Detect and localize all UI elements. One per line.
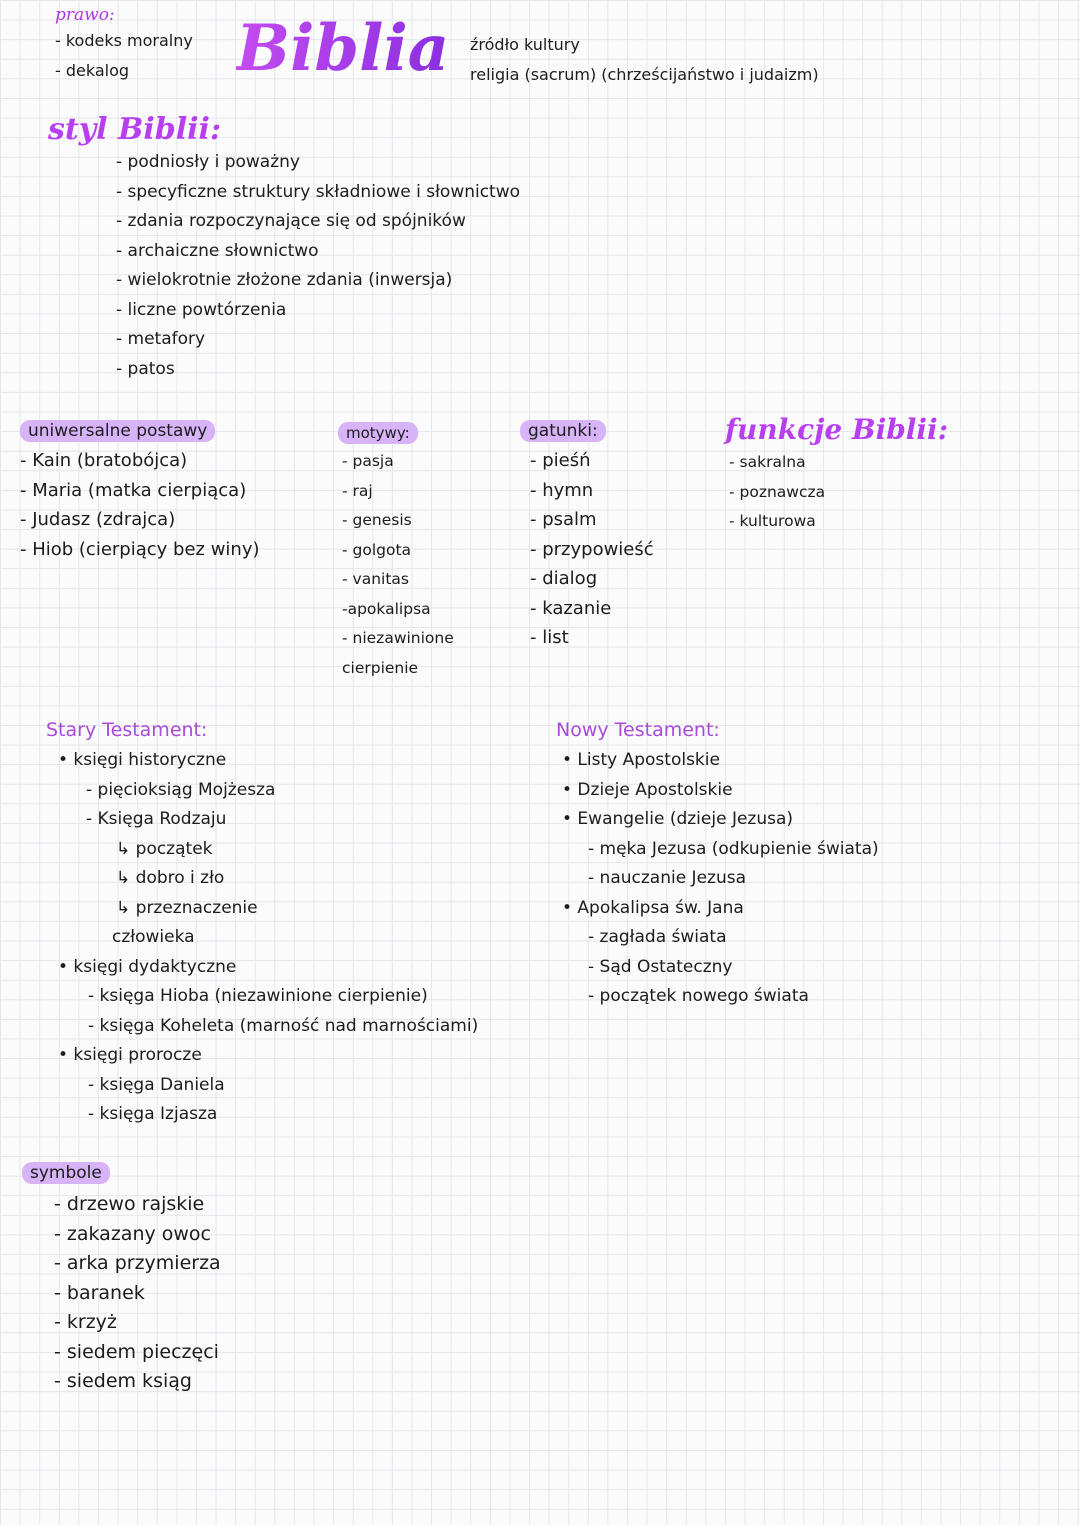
list-item: - zakazany owoc	[54, 1222, 212, 1245]
list-item: • księgi prorocze	[58, 1045, 202, 1065]
list-item: -apokalipsa	[342, 599, 431, 618]
list-item: - genesis	[342, 511, 412, 529]
list-item: - Sąd Ostateczny	[588, 956, 733, 977]
list-item: - Księga Rodzaju	[86, 809, 227, 829]
funkcje-heading: funkcje Biblii:	[725, 413, 949, 446]
list-item: - golgota	[342, 540, 412, 559]
title-notes	[470, 30, 819, 89]
prawo-item: - kodeks moralny	[55, 31, 193, 50]
list-item: - Maria (matka cierpiąca)	[20, 479, 247, 501]
prawo-label: prawo:	[55, 5, 115, 25]
gatunki-list	[530, 446, 654, 653]
gatunki-section	[520, 420, 654, 653]
funkcje-list	[729, 448, 948, 537]
list-item: - Hiob (cierpiący bez winy)	[20, 538, 260, 560]
postawy-list	[20, 446, 260, 564]
list-item: - nauczanie Jezusa	[588, 868, 746, 888]
list-item: - niezawinione	[342, 629, 454, 647]
list-item: • Ewangelie (dzieje Jezusa)	[562, 809, 794, 829]
list-item: - siedem ksiąg	[54, 1370, 192, 1392]
list-item: - pieśń	[530, 450, 591, 471]
list-item: - vanitas	[342, 570, 409, 588]
funkcje-section	[725, 412, 948, 537]
list-item: - księga Hioba (niezawinione cierpienie)	[88, 986, 428, 1006]
list-item: - drzewo rajskie	[54, 1193, 205, 1215]
list-item: - poznawcza	[729, 482, 826, 501]
symbole-heading: symbole	[22, 1162, 110, 1184]
prawo-item: - dekalog	[55, 60, 130, 80]
list-item: ↳ początek	[116, 838, 213, 859]
list-item: - pięcioksiąg Mojżesza	[86, 779, 276, 800]
style-list	[116, 148, 520, 384]
stary-heading: Stary Testament:	[46, 719, 208, 741]
postawy-heading: uniwersalne postawy	[20, 420, 215, 442]
list-item: - początek nowego świata	[588, 986, 809, 1006]
nowy-list	[562, 746, 879, 1012]
list-item: - pasja	[342, 452, 394, 470]
list-item: ↳ dobro i zło	[116, 868, 225, 888]
list-item: - raj	[342, 481, 373, 500]
list-item: - zagłada świata	[588, 927, 727, 947]
motywy-section	[338, 422, 454, 683]
title-note-item: religia (sacrum) (chrześcijaństwo i judaizm)	[470, 64, 819, 84]
list-item: - list	[530, 627, 569, 648]
list-item: - psalm	[530, 509, 597, 530]
list-item: - wielokrotnie złożone zdania (inwersja)	[116, 270, 453, 290]
list-item: - księga Daniela	[88, 1074, 225, 1095]
motywy-list	[342, 447, 454, 683]
list-item: człowieka	[112, 927, 195, 947]
list-item: - patos	[116, 358, 175, 379]
stary-list	[58, 746, 478, 1130]
list-item: • księgi historyczne	[58, 750, 227, 770]
list-item: - specyficzne struktury składniowe i słownictwo	[116, 181, 521, 202]
list-item: - krzyż	[54, 1311, 117, 1333]
gatunki-heading: gatunki:	[520, 420, 606, 442]
nowy-heading: Nowy Testament:	[556, 719, 720, 741]
list-item: - liczne powtórzenia	[116, 299, 287, 320]
symbole-section	[22, 1162, 221, 1397]
list-item: - metafory	[116, 329, 206, 349]
list-item: - baranek	[54, 1281, 145, 1304]
list-item: - sakralna	[729, 453, 806, 471]
list-item: - archaiczne słownictwo	[116, 240, 319, 261]
prawo-section	[55, 4, 193, 85]
list-item: • Listy Apostolskie	[562, 750, 720, 770]
motywy-heading: motywy:	[338, 422, 418, 444]
title-note-item: źródło kultury	[470, 35, 580, 54]
symbole-list	[54, 1190, 221, 1397]
list-item: - dialog	[530, 568, 598, 589]
list-item: cierpienie	[342, 658, 419, 677]
list-item: - przypowieść	[530, 538, 654, 560]
list-item: - księga Izjasza	[88, 1104, 218, 1124]
list-item: • Apokalipsa św. Jana	[562, 897, 744, 918]
list-item: - męka Jezusa (odkupienie świata)	[588, 838, 879, 859]
list-item: • księgi dydaktyczne	[58, 956, 237, 977]
list-item: - arka przymierza	[54, 1252, 221, 1274]
list-item: - podniosły i poważny	[116, 152, 300, 172]
list-item: - hymn	[530, 479, 594, 501]
list-item: - zdania rozpoczynające się od spójników	[116, 211, 466, 231]
list-item: - Kain (bratobójca)	[20, 450, 188, 471]
postawy-section	[20, 420, 260, 564]
list-item: • Dzieje Apostolskie	[562, 779, 733, 800]
list-item: - kazanie	[530, 597, 612, 619]
list-item: - siedem pieczęci	[54, 1340, 219, 1363]
style-heading: styl Biblii:	[48, 112, 222, 147]
list-item: - Judasz (zdrajca)	[20, 509, 176, 530]
page-title: Biblia	[236, 11, 450, 86]
list-item: ↳ przeznaczenie	[116, 897, 258, 918]
list-item: - księga Koheleta (marność nad marnościami)	[88, 1015, 479, 1036]
list-item: - kulturowa	[729, 512, 816, 530]
